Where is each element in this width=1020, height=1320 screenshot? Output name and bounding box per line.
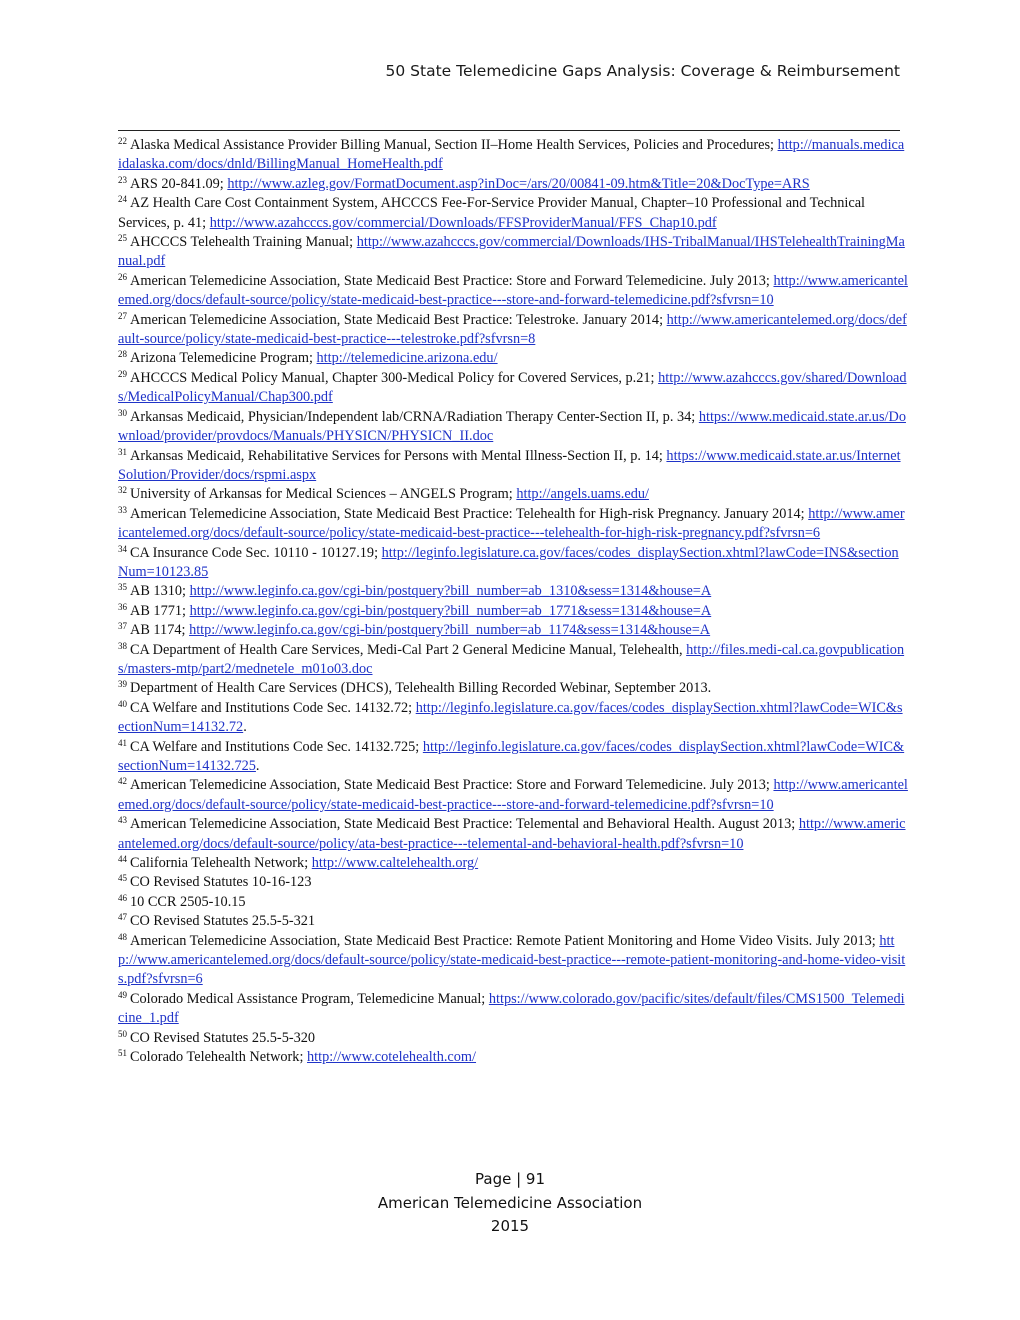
footnote-number: 28 [118, 349, 127, 360]
footnote-40 [118, 699, 908, 738]
footnote-number: 31 [118, 446, 127, 457]
footnote-text: University of Arkansas for Medical Sciences – ANGELS Program; [130, 486, 513, 503]
footnote-text: American Telemedicine Association, State Medicaid Best Practice: Remote Patient Monitoring and Home Video Visits. July 2013; [130, 932, 876, 949]
footnote-number: 29 [118, 368, 127, 379]
footnote-30 [118, 408, 908, 447]
footnote-text: Department of Health Care Services (DHCS), Telehealth Billing Recorded Webinar, September 2013. [130, 680, 712, 697]
footnote-link[interactable]: http://www.azahcccs.gov/commercial/Downloads/IHS-TribalManual/IHSTelehealthTrainingManual.pdf [118, 234, 905, 270]
footnote-45 [118, 873, 908, 892]
footnote-number: 40 [118, 698, 127, 709]
footer-year: 2015 [490, 1217, 530, 1235]
footnote-text: AZ Health Care Cost Containment System, AHCCCS Fee-For-Service Provider Manual, Chapter–10 Professional and Technical Services, p. 41; [118, 195, 866, 231]
footnote-23 [118, 175, 908, 194]
footnote-link[interactable]: http://www.caltelehealth.org/ [311, 855, 479, 872]
footnote-24 [118, 194, 908, 233]
footnote-27 [118, 311, 908, 350]
footnote-text: 10 CCR 2505-10.15 [130, 893, 246, 910]
footnote-link[interactable]: http://angels.uams.edu/ [516, 486, 649, 503]
footnote-text: CO Revised Statutes 25.5-5-320 [130, 1029, 316, 1046]
footnote-text: American Telemedicine Association, State Medicaid Best Practice: Store and Forward Telemedicine. July 2013; [130, 777, 770, 794]
footnote-number: 48 [118, 931, 127, 942]
footnote-link[interactable]: http://www.leginfo.ca.gov/cgi-bin/postquery?bill_number=ab_1310&sess=1314&house=A [189, 583, 712, 600]
footer-organization: American Telemedicine Association [377, 1194, 643, 1212]
page-number: Page | 91 [475, 1170, 545, 1188]
footnote-text: ARS 20-841.09; [130, 175, 224, 192]
footnote-49 [118, 990, 908, 1029]
footnote-text: CA Department of Health Care Services, Medi-Cal Part 2 General Medicine Manual, Telehealth, [130, 641, 683, 658]
footnote-text: CA Insurance Code Sec. 10110 - 10127.19; [130, 544, 379, 561]
footnote-28 [118, 349, 908, 368]
footnote-26 [118, 272, 908, 311]
footnote-number: 38 [118, 640, 127, 651]
footnote-48 [118, 932, 908, 990]
footnote-number: 44 [118, 854, 127, 865]
footnote-link[interactable]: http://leginfo.legislature.ca.gov/faces/codes_displaySection.xhtml?lawCode=WIC&sectionNum=14132.725 [118, 738, 905, 774]
footnote-link[interactable]: http://www.cotelehealth.com/ [307, 1049, 477, 1066]
footnote-34 [118, 544, 908, 583]
footnote-link[interactable]: http://www.leginfo.ca.gov/cgi-bin/postquery?bill_number=ab_1174&sess=1314&house=A [189, 622, 711, 639]
footnotes-list [118, 136, 908, 1068]
footnote-separator [118, 130, 900, 131]
footnote-47 [118, 912, 908, 931]
footnote-text: American Telemedicine Association, State Medicaid Best Practice: Telestroke. January 2014; [130, 311, 664, 328]
footnote-link[interactable]: http://www.americantelemed.org/docs/default-source/policy/state-medicaid-best-practice---telehealth-for-high-risk-pregnancy.pdf?sfvrsn=6 [118, 505, 905, 542]
footnote-text: American Telemedicine Association, State Medicaid Best Practice: Telehealth for High-risk Pregnancy. January 2014; [130, 505, 805, 522]
footnote-link[interactable]: http://www.americantelemed.org/docs/default-source/policy/ata-best-practice---telemental-and-behavioral-health.pdf?sfvrsn=10 [118, 816, 906, 852]
footnote-link[interactable]: http://manuals.medicaidalaska.com/docs/dnld/BillingManual_HomeHealth.pdf [118, 137, 905, 173]
footnote-link[interactable]: http://leginfo.legislature.ca.gov/faces/codes_displaySection.xhtml?lawCode=WIC&sectionNum=14132.72 [118, 699, 903, 736]
footnote-38 [118, 641, 908, 680]
footnote-44 [118, 854, 908, 873]
footnote-link[interactable]: http://www.americantelemed.org/docs/default-source/policy/state-medicaid-best-practice---telestroke.pdf?sfvrsn=8 [118, 311, 907, 348]
footnote-text: California Telehealth Network; [130, 855, 309, 872]
footnote-number: 34 [118, 543, 127, 554]
footnote-link[interactable]: http://www.americantelemed.org/docs/default-source/policy/state-medicaid-best-practice---store-and-forward-telemedicine.pdf?sfvrsn=10 [118, 777, 908, 813]
footnote-text: AHCCCS Medical Policy Manual, Chapter 300-Medical Policy for Covered Services, p.21; [130, 369, 655, 386]
footnote-link[interactable]: http://www.azleg.gov/FormatDocument.asp?inDoc=/ars/20/00841-09.htm&Title=20&DocType=ARS [227, 175, 810, 192]
footnote-number: 43 [118, 815, 127, 826]
footnote-37 [118, 621, 908, 640]
footnote-link[interactable]: http://www.americantelemed.org/docs/default-source/policy/state-medicaid-best-practice---remote-patient-monitoring-and-home-video-visits.pdf?sfvrsn=6 [118, 932, 906, 988]
footnote-text: Arkansas Medicaid, Rehabilitative Services for Persons with Mental Illness-Section II, p. 14; [130, 447, 663, 464]
footnote-trailing-punctuation: . [243, 719, 247, 736]
footnote-number: 39 [118, 679, 127, 690]
footnote-number: 47 [118, 912, 127, 923]
footnote-text: CA Welfare and Institutions Code Sec. 14132.725; [130, 738, 420, 755]
footnote-number: 49 [118, 989, 127, 1000]
footnote-text: AB 1174; [130, 622, 186, 639]
footnote-number: 37 [118, 621, 127, 632]
footnote-number: 35 [118, 582, 127, 593]
footnote-trailing-punctuation: . [255, 758, 260, 774]
footnote-number: 22 [118, 136, 127, 146]
footnote-text: Arkansas Medicaid, Physician/Independent lab/CRNA/Radiation Therapy Center-Section II, p. 34; [130, 408, 696, 425]
footnote-number: 30 [118, 407, 127, 418]
footnote-link[interactable]: http://www.leginfo.ca.gov/cgi-bin/postquery?bill_number=ab_1771&sess=1314&house=A [189, 602, 712, 619]
footnote-number: 51 [118, 1048, 127, 1059]
footnote-32 [118, 485, 908, 504]
footnote-33 [118, 505, 908, 544]
footnote-link[interactable]: http://leginfo.legislature.ca.gov/faces/codes_displaySection.xhtml?lawCode=INS&sectionNum=10123.85 [118, 544, 899, 580]
footnote-text: Colorado Telehealth Network; [130, 1049, 304, 1066]
footnote-number: 26 [118, 271, 127, 282]
footnote-number: 50 [118, 1028, 127, 1039]
footnote-link[interactable]: http://www.azahcccs.gov/commercial/Downloads/FFSProviderManual/FFS_Chap10.pdf [209, 214, 717, 231]
footnote-number: 33 [118, 504, 127, 515]
footnote-link[interactable]: http://telemedicine.arizona.edu/ [316, 350, 498, 367]
footnote-36 [118, 602, 908, 621]
footnote-text: Colorado Medical Assistance Program, Telemedicine Manual; [130, 990, 486, 1007]
footnote-link[interactable]: https://www.medicaid.state.ar.us/InternetSolution/Provider/docs/rspmi.aspx [118, 447, 901, 483]
footnote-text: CO Revised Statutes 10-16-123 [130, 874, 312, 891]
footnote-46 [118, 893, 908, 912]
footnote-number: 24 [118, 194, 127, 205]
footnote-43 [118, 815, 908, 854]
footnote-42 [118, 776, 908, 815]
footnote-39 [118, 679, 908, 698]
footnote-22 [118, 136, 908, 175]
footnote-text: Alaska Medical Assistance Provider Billing Manual, Section II–Home Health Services, Policies and Procedures; [130, 137, 775, 153]
footnote-number: 23 [118, 174, 127, 185]
footnote-text: AB 1771; [130, 602, 187, 619]
footnote-number: 45 [118, 873, 127, 884]
footnote-link[interactable]: https://www.medicaid.state.ar.us/Download/provider/provdocs/Manuals/PHYSICN/PHYSICN_II.doc [118, 408, 906, 445]
footnote-25 [118, 233, 908, 272]
footnote-text: American Telemedicine Association, State Medicaid Best Practice: Telemental and Behavioral Health. August 2013; [130, 816, 796, 833]
footnote-51 [118, 1048, 908, 1067]
footnote-text: AHCCCS Telehealth Training Manual; [130, 234, 354, 251]
footnote-50 [118, 1029, 908, 1048]
footnote-text: AB 1310; [130, 583, 187, 600]
footnote-31 [118, 447, 908, 486]
footnote-link[interactable]: http://files.medi-cal.ca.govpublications/masters-mtp/part2/mednetele_m01o03.doc [118, 641, 905, 677]
footnote-link[interactable]: http://www.americantelemed.org/docs/default-source/policy/state-medicaid-best-practice---store-and-forward-telemedicine.pdf?sfvrsn=10 [118, 272, 908, 309]
footnote-link[interactable]: http://www.azahcccs.gov/shared/Downloads/MedicalPolicyManual/Chap300.pdf [118, 369, 907, 406]
footnote-text: Arizona Telemedicine Program; [130, 350, 313, 367]
footnote-text: American Telemedicine Association, State Medicaid Best Practice: Store and Forward Telemedicine. July 2013; [130, 272, 770, 289]
footnote-29 [118, 369, 908, 408]
footnote-number: 36 [118, 601, 127, 612]
footnote-text: CO Revised Statutes 25.5-5-321 [130, 913, 316, 930]
page-header-title: 50 State Telemedicine Gaps Analysis: Coverage & Reimbursement [385, 62, 900, 80]
footnote-link[interactable]: https://www.colorado.gov/pacific/sites/default/files/CMS1500_Telemedicine_1.pdf [118, 990, 905, 1027]
footnote-number: 25 [118, 233, 127, 244]
footnote-number: 42 [118, 776, 127, 787]
footnote-41 [118, 738, 908, 777]
footnote-text: CA Welfare and Institutions Code Sec. 14132.72; [130, 699, 413, 716]
footnote-35 [118, 582, 908, 601]
footnote-number: 27 [118, 310, 127, 321]
footnote-number: 32 [118, 485, 127, 496]
footnote-number: 41 [118, 737, 127, 748]
footnote-number: 46 [118, 892, 127, 903]
